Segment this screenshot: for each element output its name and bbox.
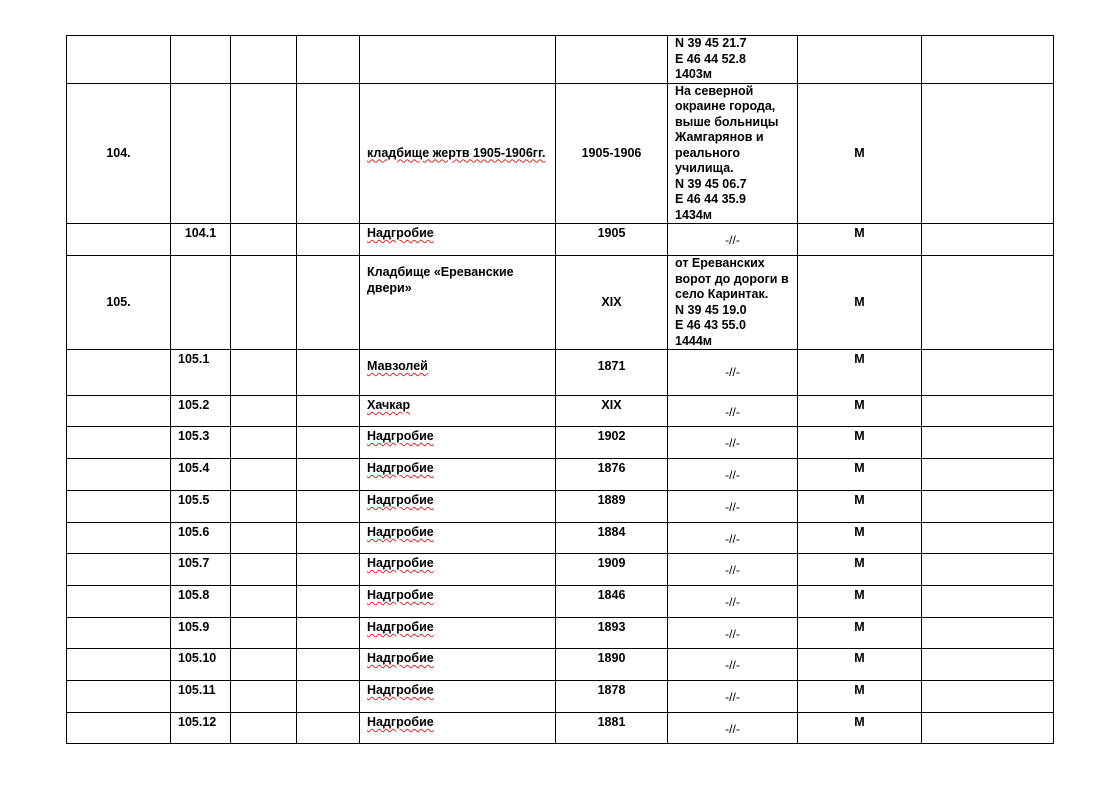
cell-location: от Ереванских ворот до дороги в село Каринтак. N 39 45 19.0 E 46 43 55.0 1444м	[668, 256, 798, 350]
cell-category: М	[798, 256, 922, 350]
cell-number	[67, 350, 171, 396]
cell-date: 1846	[556, 586, 668, 618]
cell-empty	[922, 36, 1054, 84]
table-row	[67, 36, 1054, 84]
cell-date: 1905	[556, 224, 668, 256]
cell-date: 1909	[556, 554, 668, 586]
cell-empty	[231, 350, 297, 396]
cell-subnumber: 105.4	[171, 459, 231, 491]
cell-number	[67, 681, 171, 713]
cell-name	[360, 681, 556, 713]
table-row	[67, 523, 1054, 554]
cell-subnumber: 105.1	[171, 350, 231, 396]
cell-subnumber	[171, 83, 231, 224]
cell-location: На северной окраине города, выше больницы Жамгарянов и реального училища. N 39 45 06.7 E 46 44 35.9 1434м	[668, 83, 798, 224]
name-text: Надгробие	[367, 525, 434, 539]
cell-empty	[922, 491, 1054, 523]
cell-category: М	[798, 396, 922, 427]
cell-date	[556, 36, 668, 84]
cell-location: -//-	[668, 681, 798, 713]
cell-location: -//-	[668, 523, 798, 554]
cell-name	[360, 618, 556, 649]
cell-number	[67, 459, 171, 491]
cell-location: -//-	[668, 396, 798, 427]
cell-empty	[922, 459, 1054, 491]
cell-location: -//-	[668, 618, 798, 649]
cell-empty	[297, 649, 360, 681]
cell-empty	[231, 713, 297, 744]
cell-empty	[297, 83, 360, 224]
table-row	[67, 350, 1054, 396]
cell-empty	[231, 586, 297, 618]
cell-subnumber: 105.5	[171, 491, 231, 523]
cell-location: -//-	[668, 459, 798, 491]
cell-location: -//-	[668, 224, 798, 256]
name-text: Надгробие	[367, 226, 434, 240]
cell-location: -//-	[668, 554, 798, 586]
name-text: Хачкар	[367, 398, 411, 412]
cell-date: 1893	[556, 618, 668, 649]
cell-empty	[231, 681, 297, 713]
cell-date: 1881	[556, 713, 668, 744]
cell-number	[67, 586, 171, 618]
cell-date: 1871	[556, 350, 668, 396]
cell-empty	[297, 586, 360, 618]
cell-number: 105.	[67, 256, 171, 350]
cell-empty	[297, 256, 360, 350]
cell-empty	[231, 396, 297, 427]
cell-empty	[231, 256, 297, 350]
cell-empty	[297, 224, 360, 256]
name-text: Надгробие	[367, 493, 434, 507]
cell-date: 1876	[556, 459, 668, 491]
cell-empty	[297, 681, 360, 713]
table-row	[67, 83, 1054, 224]
cell-empty	[922, 83, 1054, 224]
cell-date: 1890	[556, 649, 668, 681]
cell-empty	[297, 618, 360, 649]
table-row	[67, 427, 1054, 459]
cell-empty	[231, 36, 297, 84]
cell-category: М	[798, 681, 922, 713]
table-row	[67, 224, 1054, 256]
name-text: Надгробие	[367, 651, 434, 665]
cell-subnumber: 105.8	[171, 586, 231, 618]
cell-empty	[922, 350, 1054, 396]
cell-empty	[231, 649, 297, 681]
cell-name	[360, 459, 556, 491]
cell-empty	[297, 459, 360, 491]
cell-empty	[922, 396, 1054, 427]
cell-empty	[231, 427, 297, 459]
name-text: кладбище жертв 1905-1906гг.	[367, 145, 546, 160]
name-text: Надгробие	[367, 683, 434, 697]
cell-name	[360, 586, 556, 618]
cell-name	[360, 350, 556, 396]
cell-empty	[231, 523, 297, 554]
table-row	[67, 256, 1054, 350]
cell-number	[67, 618, 171, 649]
name-text: Мавзолей	[367, 359, 428, 373]
table-row	[67, 649, 1054, 681]
cell-number: 104.	[67, 83, 171, 224]
cell-name	[360, 224, 556, 256]
cell-empty	[231, 491, 297, 523]
cell-empty	[231, 459, 297, 491]
cell-location: -//-	[668, 586, 798, 618]
cell-empty	[922, 586, 1054, 618]
cell-empty	[922, 713, 1054, 744]
cell-number	[67, 713, 171, 744]
cell-name	[360, 554, 556, 586]
cell-category: М	[798, 83, 922, 224]
cell-category: М	[798, 523, 922, 554]
cell-empty	[297, 523, 360, 554]
cell-empty	[922, 649, 1054, 681]
cell-empty	[922, 554, 1054, 586]
cell-name	[360, 523, 556, 554]
cell-name	[360, 713, 556, 744]
table-row	[67, 491, 1054, 523]
cell-subnumber: 105.3	[171, 427, 231, 459]
cell-location: -//-	[668, 491, 798, 523]
cell-location: -//-	[668, 649, 798, 681]
cell-category: М	[798, 427, 922, 459]
cell-empty	[297, 554, 360, 586]
cell-name	[360, 427, 556, 459]
cell-location: -//-	[668, 350, 798, 396]
cell-location: -//-	[668, 713, 798, 744]
name-text: Надгробие	[367, 429, 434, 443]
cell-location: -//-	[668, 427, 798, 459]
cell-number	[67, 224, 171, 256]
cell-subnumber	[171, 256, 231, 350]
cell-number	[67, 554, 171, 586]
cell-number	[67, 649, 171, 681]
cell-date: 1905-1906	[556, 83, 668, 224]
cell-empty	[297, 396, 360, 427]
cell-date: 1884	[556, 523, 668, 554]
cell-empty	[922, 224, 1054, 256]
table-row	[67, 554, 1054, 586]
table-row	[67, 618, 1054, 649]
cell-subnumber: 105.2	[171, 396, 231, 427]
cell-empty	[297, 350, 360, 396]
table-row	[67, 586, 1054, 618]
cell-subnumber	[171, 36, 231, 84]
cell-empty	[231, 618, 297, 649]
cell-subnumber: 105.10	[171, 649, 231, 681]
cell-empty	[297, 491, 360, 523]
cell-name	[360, 649, 556, 681]
monuments-table	[66, 35, 1054, 744]
cell-category: М	[798, 224, 922, 256]
cell-subnumber: 105.7	[171, 554, 231, 586]
cell-empty	[231, 83, 297, 224]
name-text: Надгробие	[367, 588, 434, 602]
cell-name	[360, 256, 556, 350]
name-text: Надгробие	[367, 620, 434, 634]
cell-empty	[922, 618, 1054, 649]
cell-subnumber: 105.9	[171, 618, 231, 649]
cell-empty	[297, 36, 360, 84]
cell-subnumber: 104.1	[171, 224, 231, 256]
table-row	[67, 681, 1054, 713]
cell-category: М	[798, 491, 922, 523]
cell-date: XIX	[556, 256, 668, 350]
name-text: Надгробие	[367, 556, 434, 570]
cell-number	[67, 396, 171, 427]
cell-name	[360, 36, 556, 84]
cell-category: М	[798, 350, 922, 396]
cell-number	[67, 427, 171, 459]
cell-empty	[922, 681, 1054, 713]
cell-empty	[297, 427, 360, 459]
cell-category: М	[798, 554, 922, 586]
table-row	[67, 396, 1054, 427]
cell-date: XIX	[556, 396, 668, 427]
cell-category: М	[798, 586, 922, 618]
cell-name	[360, 83, 556, 224]
cell-date: 1878	[556, 681, 668, 713]
cell-category: М	[798, 713, 922, 744]
cell-name	[360, 491, 556, 523]
cell-subnumber: 105.11	[171, 681, 231, 713]
cell-category: М	[798, 618, 922, 649]
name-text: Надгробие	[367, 715, 434, 729]
cell-empty	[922, 523, 1054, 554]
cell-empty	[922, 256, 1054, 350]
table-row	[67, 713, 1054, 744]
cell-empty	[297, 713, 360, 744]
name-text: Надгробие	[367, 461, 434, 475]
cell-subnumber: 105.12	[171, 713, 231, 744]
cell-name	[360, 396, 556, 427]
cell-location: N 39 45 21.7 E 46 44 52.8 1403м	[668, 36, 798, 84]
cell-number	[67, 523, 171, 554]
cell-empty	[922, 427, 1054, 459]
cell-date: 1902	[556, 427, 668, 459]
cell-category: М	[798, 649, 922, 681]
cell-empty	[231, 554, 297, 586]
cell-number	[67, 491, 171, 523]
cell-empty	[231, 224, 297, 256]
cell-category	[798, 36, 922, 84]
cell-number	[67, 36, 171, 84]
cell-date: 1889	[556, 491, 668, 523]
name-text: Кладбище «Ереванские двери»	[367, 265, 514, 295]
table-row	[67, 459, 1054, 491]
cell-category: М	[798, 459, 922, 491]
cell-subnumber: 105.6	[171, 523, 231, 554]
